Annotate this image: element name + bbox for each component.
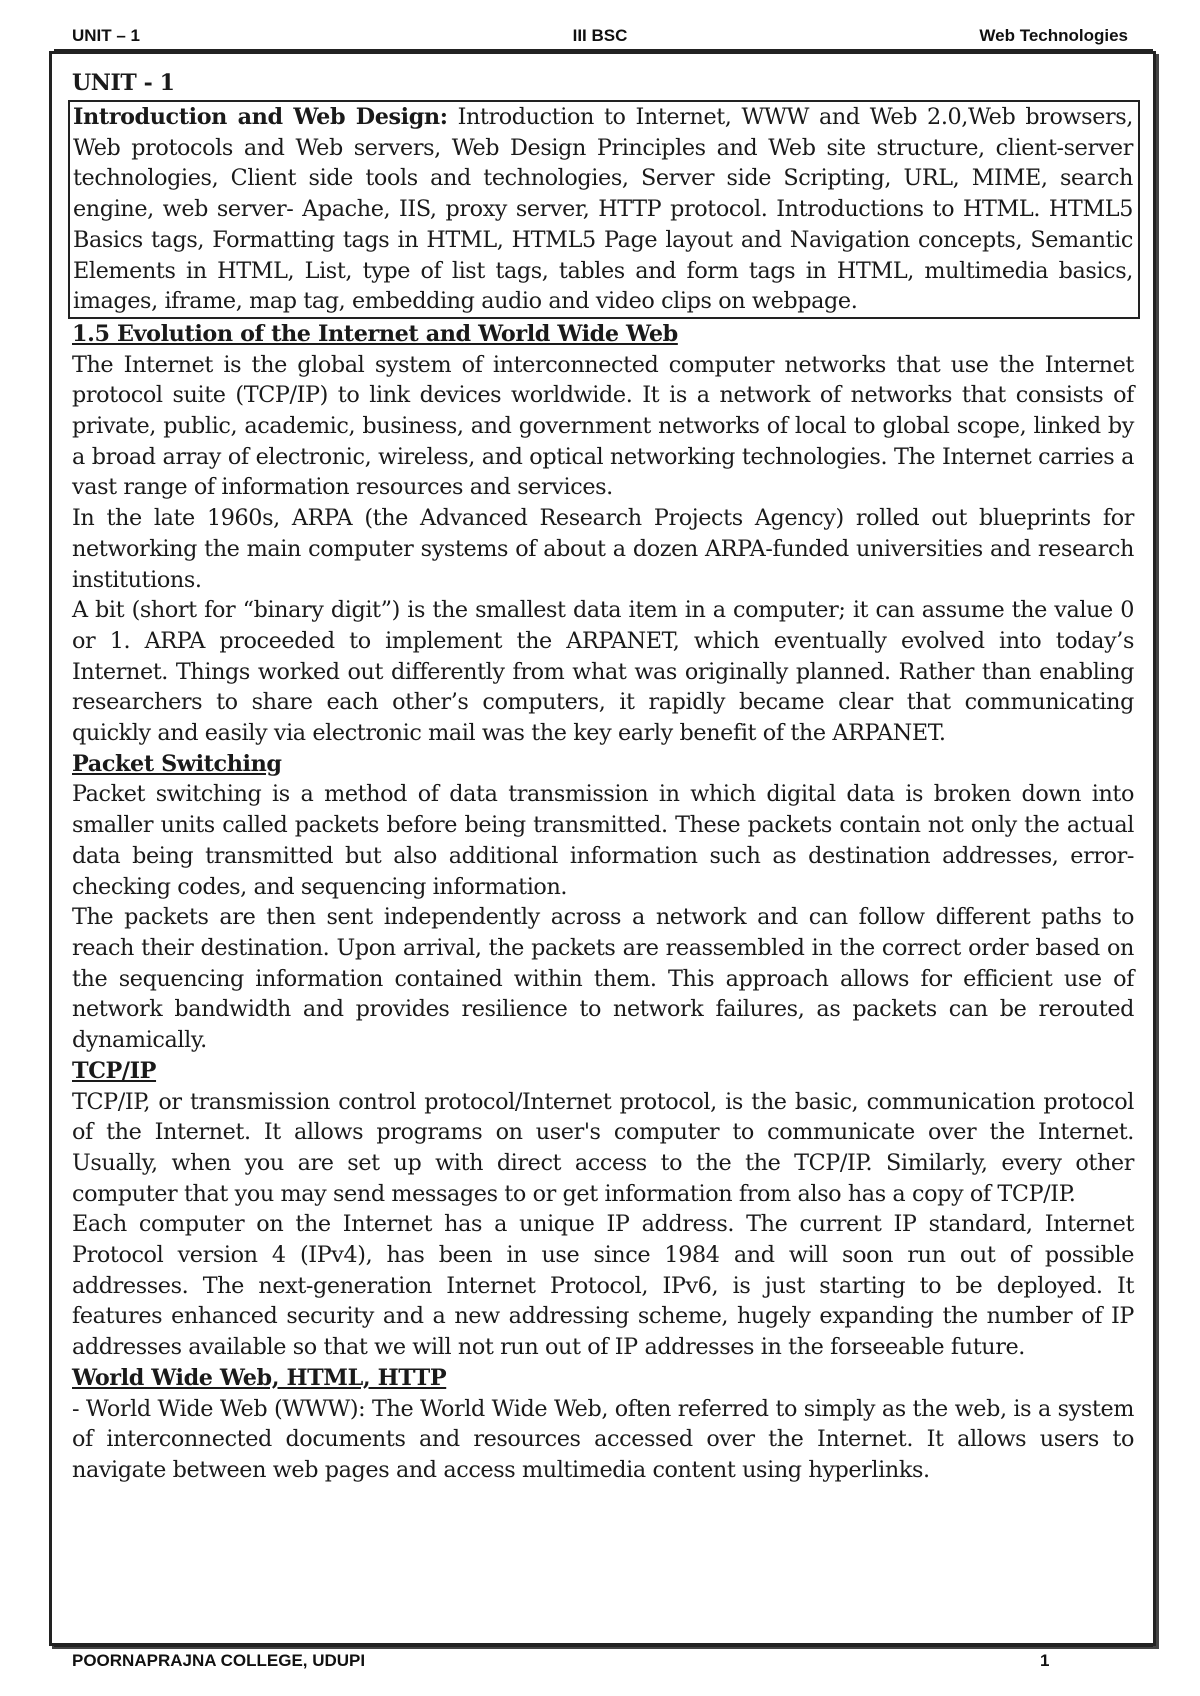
syllabus-box (68, 100, 1140, 319)
paragraph: The Internet is the global system of interconnected computer networks that use the Internet protocol suite (TCP/IP) to link devices worldwide. It is a network of networks that consists of private, public, academic, business, and government networks of local to global scope, linked by a broad array of electronic, wireless, and optical networking technologies. The Internet carries a vast range of information resources and services. (72, 351, 1134, 501)
section-title-www-html-http: World Wide Web, HTML, HTTP (72, 1364, 447, 1391)
paragraph: The packets are then sent independently across a network and can follow different paths to reach their destination. Upon arrival, the packets are reassembled in the correct order based on the sequencing information contained within them. This approach allows for efficient use of network bandwidth and provides resilience to network failures, as packets can be rerouted dynamically. (72, 904, 1134, 1054)
paragraph: Each computer on the Internet has a unique IP address. The current IP standard, Internet Protocol version 4 (IPv4), has been in use since 1984 and will soon run out of possible addresses. The next-generation Internet Protocol, IPv6, is just starting to be deployed. It features enhanced security and a new addressing scheme, hugely expanding the number of IP addresses available so that we will not run out of IP addresses in the forseeable future. (72, 1211, 1134, 1361)
page-number: 1 (1040, 1651, 1050, 1670)
paragraph: Packet switching is a method of data transmission in which digital data is broken down into smaller units called packets before being transmitted. These packets contain not only the actual data being transmitted but also additional information such as destination addresses, error-checking codes, and sequencing information. (72, 781, 1134, 900)
paragraph: - World Wide Web (WWW): The World Wide Web, often referred to simply as the web, is a system of interconnected documents and resources accessed over the Internet. It allows users to navigate between web pages and access multimedia content using hyperlinks. (72, 1395, 1134, 1483)
header-unit: UNIT – 1 (72, 26, 141, 45)
page-content (72, 68, 1134, 1486)
syllabus-lead: Introduction and Web Design: (73, 104, 448, 130)
paragraph: TCP/IP, or transmission control protocol/Internet protocol, is the basic, communication protocol of the Internet. It allows programs on user's computer to communicate over the Internet. Usually, when you are set up with direct access to the the TCP/IP. Similarly, every other computer that you may send messages to or get information from also has a copy of TCP/IP. (72, 1088, 1134, 1207)
section-title-tcp-ip: TCP/IP (72, 1057, 157, 1084)
header-subject: Web Technologies (979, 26, 1128, 45)
footer-college: POORNAPRAJNA COLLEGE, UDUPI (72, 1651, 366, 1670)
header-class: III BSC (572, 26, 628, 45)
unit-title: UNIT - 1 (72, 70, 175, 96)
paragraph: A bit (short for “binary digit”) is the smallest data item in a computer; it can assume the value 0 or 1. ARPA proceeded to implement the ARPANET, which eventually evolved into today’s Internet. Things worked out differently from what was originally planned. Rather than enabling researchers to share each other’s computers, it rapidly became clear that communicating quickly and easily via electronic mail was the key early benefit of the ARPANET. (72, 597, 1134, 747)
syllabus-text: Introduction to Internet, WWW and Web 2.0,Web browsers, Web protocols and Web servers, Web Design Principles and Web site structure, client-server technologies, Client side tools and technologies, Server side Scripting, URL, MIME, search engine, web server- Apache, IIS, proxy server, HTTP protocol. Introductions to HTML. HTML5 Basics tags, Formatting tags in HTML, HTML5 Page layout and Navigation concepts, Semantic Elements in HTML, List, type of list tags, tables and form tags in HTML, multimedia basics, images, iframe, map tag, embedding audio and video clips on webpage. (73, 104, 1133, 315)
section-title-packet-switching: Packet Switching (72, 750, 282, 777)
section-title-evolution: 1.5 Evolution of the Internet and World Wide Web (72, 320, 678, 347)
footer-rule (54, 1645, 1153, 1647)
paragraph: In the late 1960s, ARPA (the Advanced Research Projects Agency) rolled out blueprints for networking the main computer systems of about a dozen ARPA-funded universities and research institutions. (72, 505, 1134, 593)
